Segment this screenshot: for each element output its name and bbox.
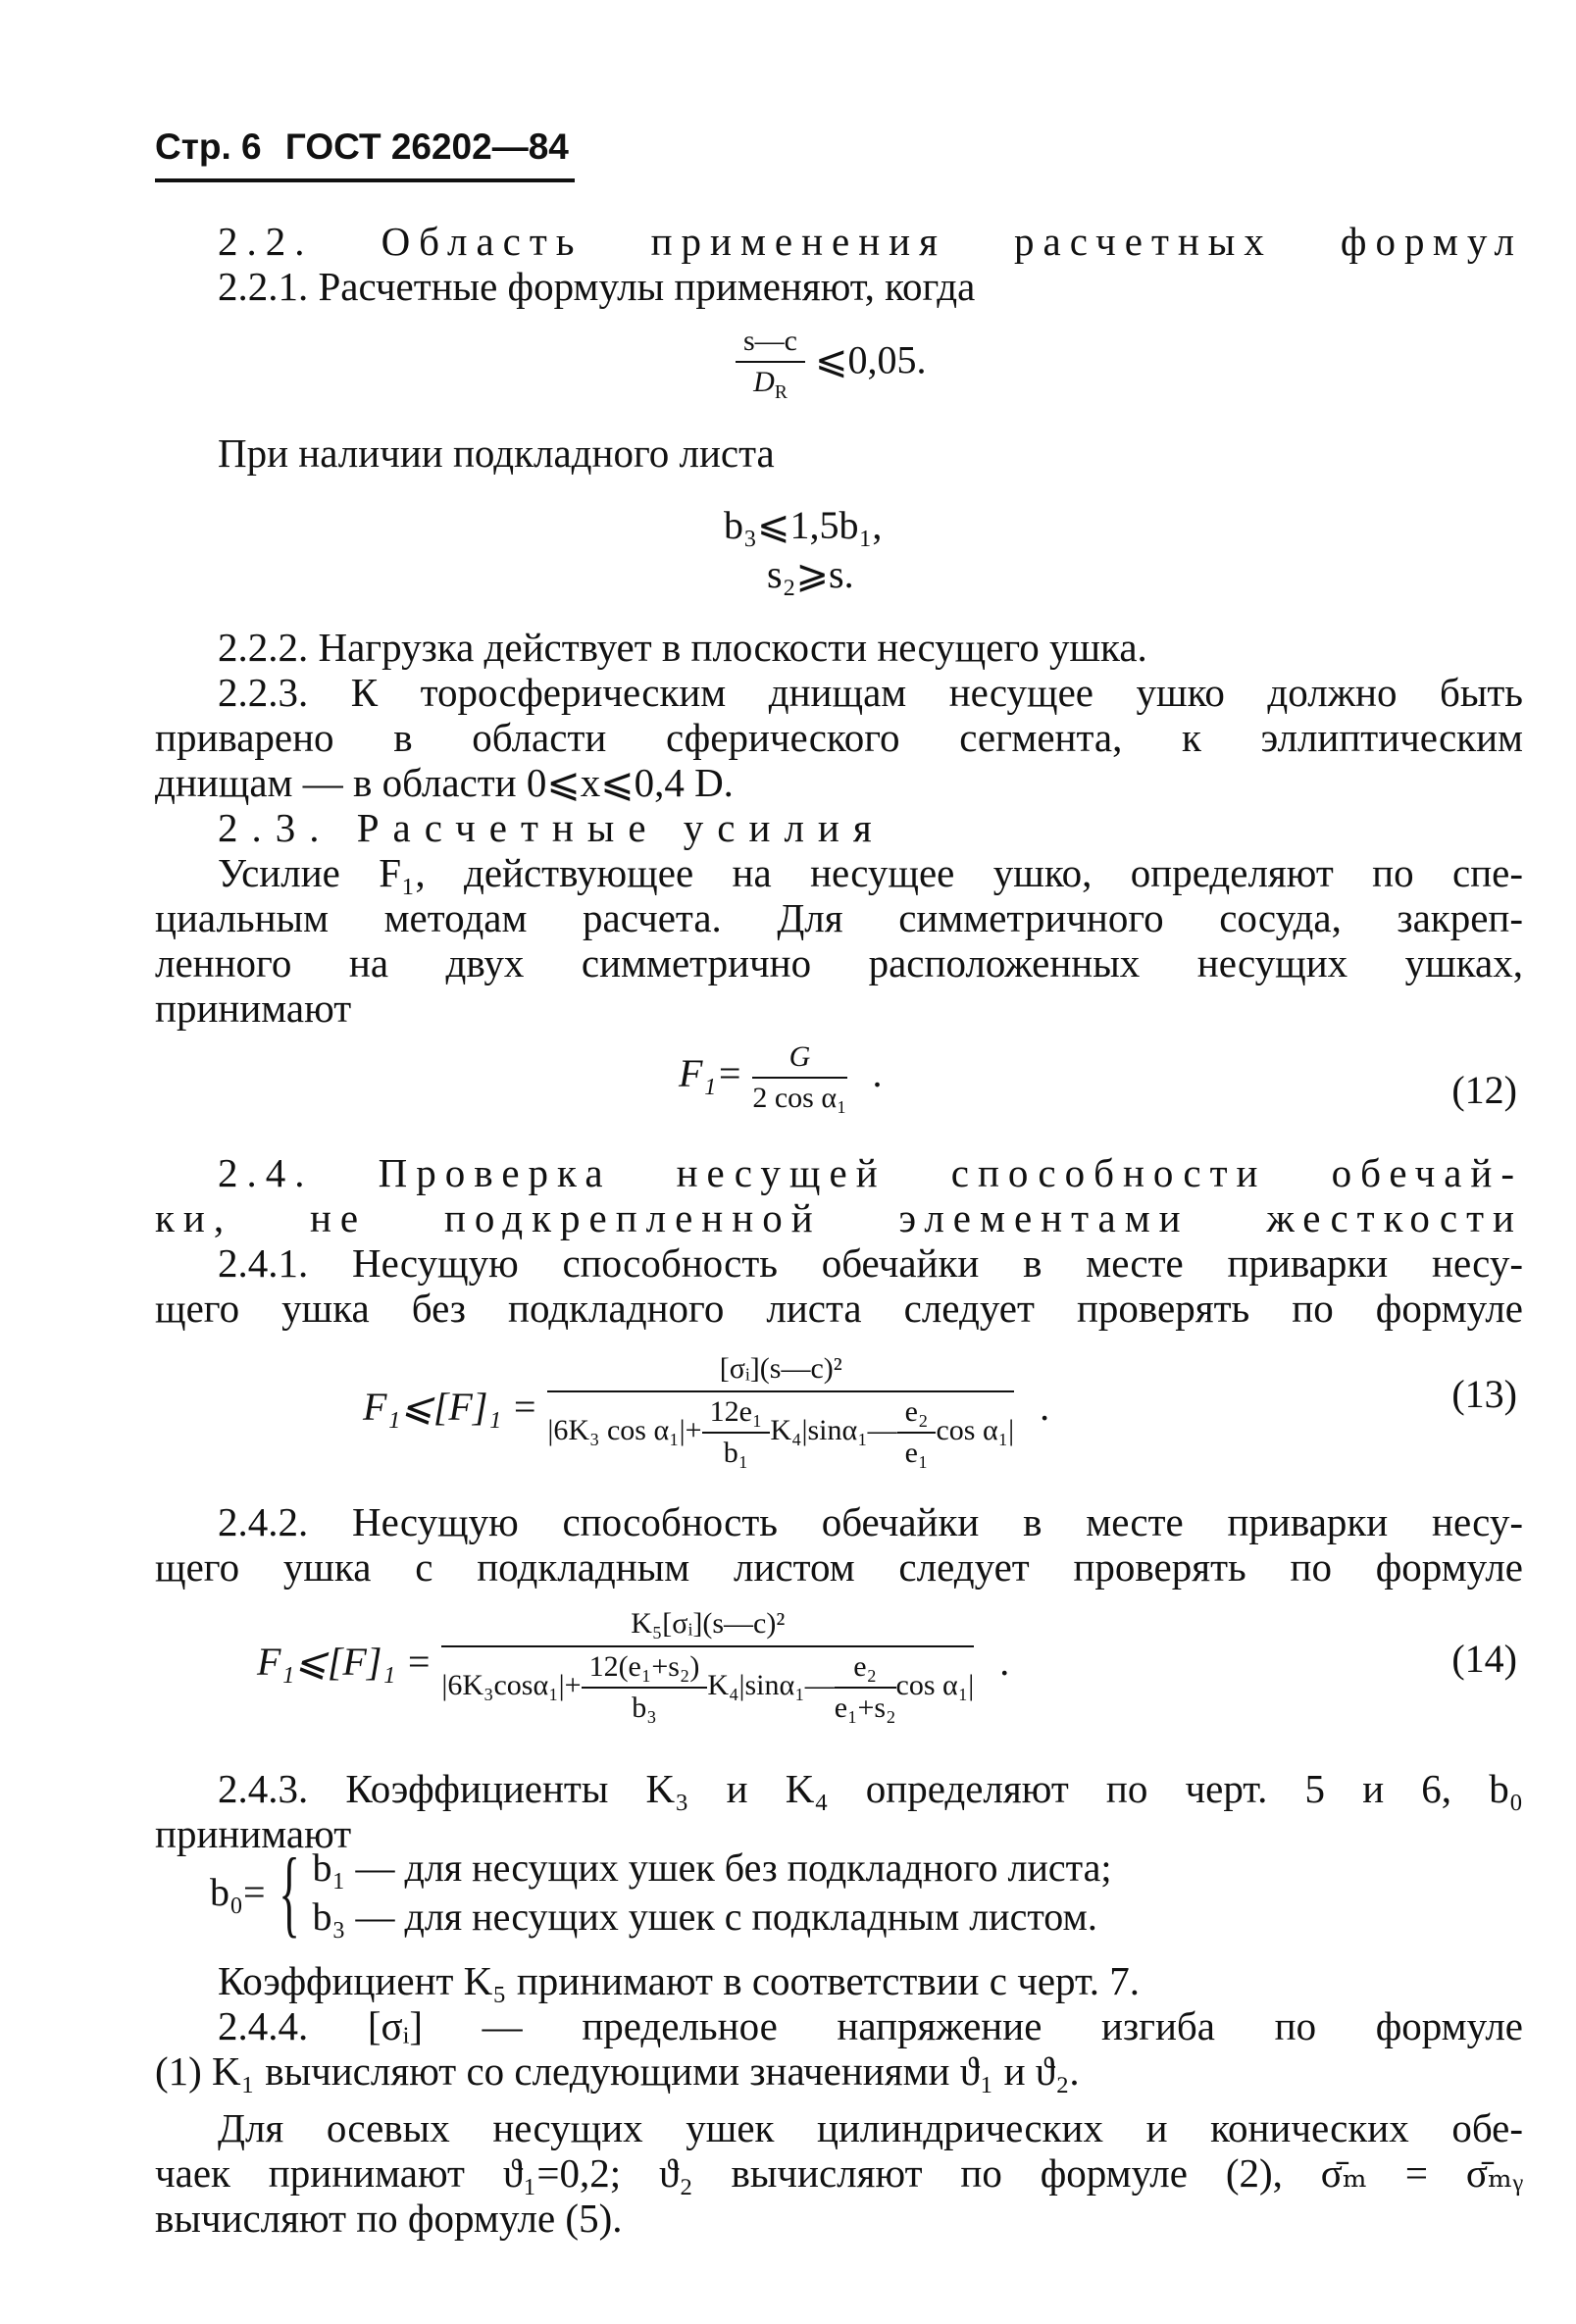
inner-numerator: 12(e₁+s₂) (582, 1649, 708, 1689)
left-brace: { (278, 1838, 300, 1946)
formula-b0-cases (210, 1838, 1112, 1946)
paragraph-2-4-3-line1: 2.4.3. Коэффициенты K₃ и K₄ определяют по черт. 5 и 6, b₀ (218, 1766, 1523, 1811)
den-part-c: cos α₁| (936, 1413, 1015, 1446)
equation-number-14: (14) (1451, 1637, 1517, 1681)
formula-rhs: ⩽0,05. (815, 337, 927, 382)
b0-case-1: b₁ — для несущих ушек без подкладного листа; (312, 1845, 1112, 1890)
main-fraction (547, 1351, 1014, 1471)
section-heading-2-3: 2.3. Расчетные усилия (218, 805, 886, 850)
den-part-b: K₄|sinα₁— (707, 1668, 835, 1701)
main-fraction (441, 1606, 974, 1726)
paragraph-2-4-2-line2: щего ушка с подкладным листом следует проверять по формуле (155, 1544, 1523, 1590)
formula-tail: . (999, 1640, 1010, 1685)
b0-cases (313, 1844, 1112, 1942)
paragraph-osevye-line1: Для осевых несущих ушек цилиндрических и конических обе- (218, 2105, 1523, 2150)
paragraph-2-2-1: 2.2.1. Расчетные формулы применяют, когда (218, 264, 976, 309)
formula-lhs: F₁= (679, 1051, 743, 1096)
paragraph-2-2-3-line2: приварено в области сферического сегмента, к эллиптическим (155, 715, 1523, 760)
paragraph-2-4-1-line1: 2.4.1. Несущую способность обечайки в месте приварки несу- (218, 1240, 1523, 1286)
paragraph-2-4-4-line1: 2.4.4. [σᵢ] — предельное напряжение изгиба по формуле (218, 2003, 1523, 2048)
denominator (736, 363, 805, 404)
header-rule (155, 178, 575, 182)
paragraph-2-2-3-line1: 2.2.3. К торосферическим днищам несущее ушко должно быть (218, 670, 1523, 715)
inner-fraction (702, 1394, 771, 1471)
den-part-b: K₄|sinα₁— (770, 1413, 897, 1446)
inner-denominator: b₃ (632, 1692, 657, 1724)
paragraph-2-4-2-line1: 2.4.2. Несущую способность обечайки в месте приварки несу- (218, 1499, 1523, 1544)
section-heading-2-2: 2.2. Область применения расчетных формул (218, 219, 1523, 264)
paragraph-2-3-line1: Усилие F₁, действующее на несущее ушко, определяют по спе- (218, 850, 1523, 895)
numerator: [σᵢ](s—c)² (547, 1351, 1014, 1392)
formula-b3: b₃⩽1,5b₁, (724, 503, 883, 547)
inner-denominator: b₁ (723, 1437, 749, 1469)
formula-s-c-over-dr (736, 324, 927, 404)
den-subscript: R (774, 382, 788, 403)
inner2-numerator: e₂ (897, 1394, 937, 1434)
formula-s2: s₂⩾s. (767, 552, 854, 596)
paragraph-2-3-line4: принимают (155, 985, 352, 1031)
b0-lhs: b₀= (210, 1870, 266, 1914)
page-number: Стр. 6 (155, 126, 262, 167)
numerator: s—c (736, 324, 805, 363)
formula-13 (363, 1351, 1049, 1471)
paragraph-2-2-2: 2.2.2. Нагрузка действует в плоскости несущего ушка. (218, 625, 1147, 670)
paragraph-osevye-line2: чаек принимают ϑ₁=0,2; ϑ₂ вычисляют по формуле (2), σ̄ₘ = σ̄ₘᵧ (155, 2150, 1523, 2196)
section-heading-2-4-line2: ки, не подкрепленной элементами жесткости (155, 1195, 1523, 1240)
b0-case-2: b₃ — для несущих ушек с подкладным листом. (312, 1895, 1097, 1939)
inner-fraction-2 (897, 1394, 937, 1471)
formula-12 (679, 1039, 883, 1116)
denominator: 2 cos α₁ (752, 1082, 847, 1114)
inner2-denominator: e₁ (904, 1437, 929, 1469)
paragraph-osevye-line3: вычисляют по формуле (5). (155, 2196, 623, 2241)
fraction (752, 1039, 846, 1116)
formula-lhs: F₁⩽[F]₁ = (257, 1640, 432, 1685)
formula-14 (257, 1606, 1009, 1726)
den-part-a: |6K₃ cos α₁|+ (547, 1413, 702, 1446)
paragraph-podkladnoy: При наличии подкладного листа (218, 430, 775, 476)
numerator: K₅[σᵢ](s—c)² (441, 1606, 974, 1647)
equation-number-12: (12) (1451, 1068, 1517, 1112)
standard-id: ГОСТ 26202—84 (284, 126, 569, 167)
formula-lhs: F₁⩽[F]₁ = (363, 1385, 538, 1430)
fraction (736, 324, 805, 404)
paragraph-2-4-3-line2: принимают (155, 1811, 352, 1856)
denominator (547, 1392, 1014, 1471)
paragraph-2-2-3-line3: днищам — в области 0⩽x⩽0,4 D. (155, 760, 734, 805)
denominator (441, 1647, 974, 1726)
inner2-numerator: e₂ (835, 1649, 896, 1689)
inner2-denominator: e₁+s₂ (834, 1692, 896, 1724)
inner-fraction (582, 1649, 708, 1726)
section-heading-2-4-line1: 2.4. Проверка несущей способности обечай- (218, 1150, 1523, 1195)
paragraph-k5: Коэффициент K₅ принимают в соответствии с черт. 7. (218, 1958, 1141, 2003)
paragraph-2-4-1-line2: щего ушка без подкладного листа следует проверять по формуле (155, 1286, 1523, 1331)
den-part-a: |6K₃cosα₁|+ (441, 1668, 582, 1701)
paragraph-2-4-4-line2: (1) K₁ вычисляют со следующими значениями ϑ₁ и ϑ₂. (155, 2048, 1080, 2094)
formula-tail: . (872, 1051, 883, 1096)
equation-number-13: (13) (1451, 1372, 1517, 1416)
paragraph-2-3-line3: ленного на двух симметрично расположенных несущих ушках, (155, 940, 1523, 985)
paragraph-2-3-line2: циальным методам расчета. Для симметричного сосуда, закреп- (155, 895, 1523, 940)
den-symbol: D (753, 366, 775, 398)
inner-fraction-2 (835, 1649, 896, 1726)
den-part-c: cos α₁| (895, 1668, 975, 1701)
inner-numerator: 12e₁ (702, 1394, 771, 1434)
page-header (155, 126, 583, 169)
numerator (752, 1039, 846, 1079)
numerator-symbol: G (788, 1040, 811, 1073)
formula-tail: . (1040, 1385, 1050, 1430)
